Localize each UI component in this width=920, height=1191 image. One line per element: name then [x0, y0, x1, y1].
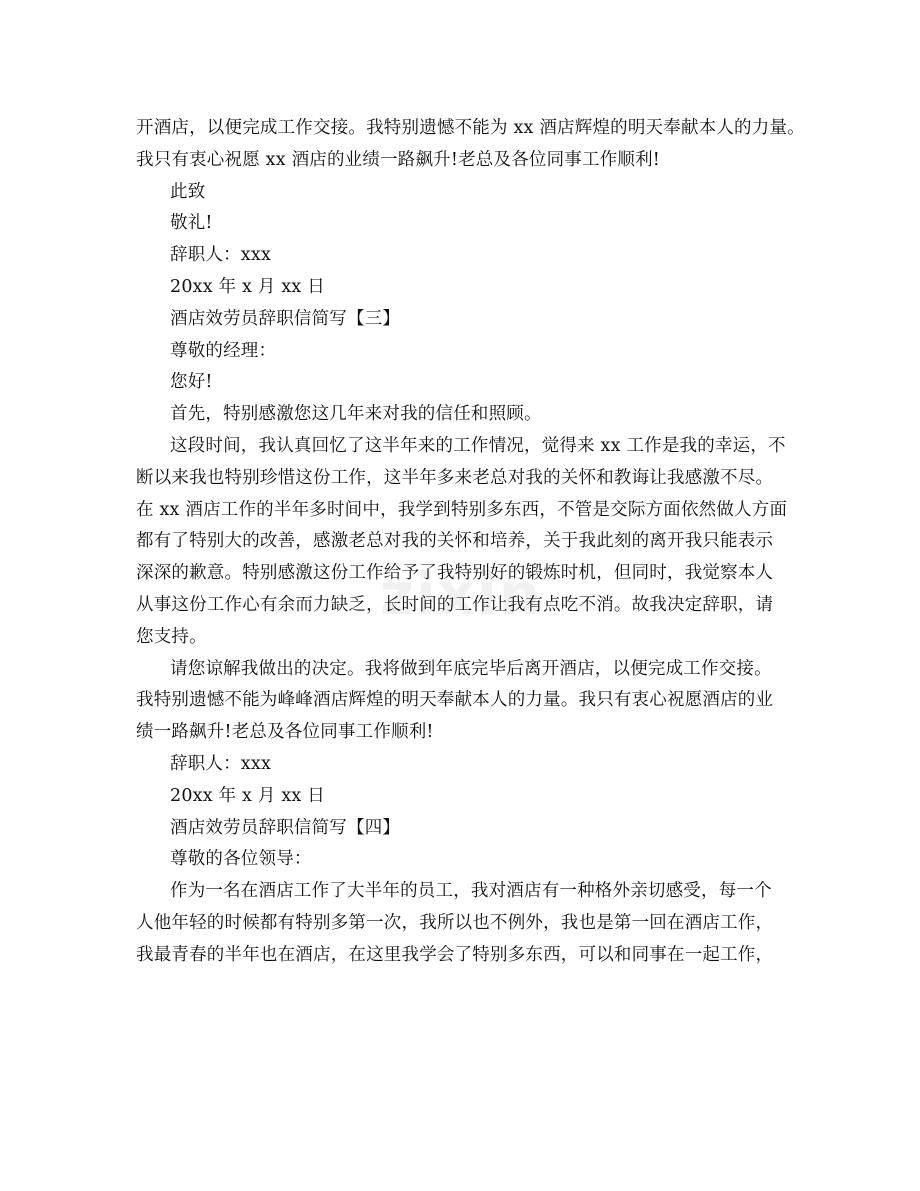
- text-line: 此致: [170, 181, 206, 202]
- text-line: 请您谅解我做出的决定。我将做到年底完毕后离开酒店，以便完成工作交接。: [170, 658, 772, 679]
- text-line: 尊敬的各位领导：: [170, 849, 312, 870]
- text-line: 20xx 年 x 月 xx 日: [170, 785, 325, 806]
- text-line: 我最青春的半年也在酒店，在这里我学会了特别多东西，可以和同事在一起工作，: [136, 944, 774, 965]
- text-line: 敬礼!: [170, 213, 213, 234]
- text-line: 从事这份工作心有余而力缺乏，长时间的工作让我有点吃不消。故我决定辞职，请: [136, 594, 774, 615]
- text-line: 绩一路飙升!老总及各位同事工作顺利!: [136, 722, 434, 743]
- text-line: 断以来我也特别珍惜这份工作，这半年多来老总对我的关怀和教诲让我感激不尽。: [136, 467, 774, 488]
- text-line: 这段时间，我认真回忆了这半年来的工作情况，觉得来 xx 工作是我的幸运，不: [170, 435, 786, 456]
- document-body: [136, 113, 805, 972]
- text-line: 我特别遗憾不能为峰峰酒店辉煌的明天奉献本人的力量。我只有衷心祝愿酒店的业: [136, 690, 774, 711]
- text-line: 在 xx 酒店工作的半年多时间中，我学到特别多东西，不管是交际方面依然做人方面: [136, 499, 788, 520]
- text-line: 酒店效劳员辞职信简写【四】: [170, 817, 401, 838]
- watermark: zixin: [380, 560, 543, 628]
- text-line: 酒店效劳员辞职信简写【三】: [170, 308, 401, 329]
- text-line: 人他年轻的时候都有特别多第一次，我所以也不例外，我也是第一回在酒店工作，: [136, 912, 774, 933]
- text-line: 我只有衷心祝愿 xx 酒店的业绩一路飙升!老总及各位同事工作顺利!: [136, 149, 661, 170]
- text-line: 都有了特别大的改善，感激老总对我的关怀和培养，关于我此刻的离开我只能表示: [136, 531, 774, 552]
- text-line: 尊敬的经理：: [170, 340, 277, 361]
- text-line: 20xx 年 x 月 xx 日: [170, 276, 325, 297]
- text-line: 您支持。: [136, 626, 207, 647]
- text-line: 作为一名在酒店工作了大半年的员工，我对酒店有一种格外亲切感受，每一个: [170, 881, 772, 902]
- text-line: 开酒店，以便完成工作交接。我特别遗憾不能为 xx 酒店辉煌的明天奉献本人的力量。: [136, 118, 805, 138]
- text-line: 辞职人：xxx: [170, 245, 272, 266]
- text-line: 首先，特别感激您这几年来对我的信任和照顾。: [170, 404, 542, 425]
- text-line: 深深的歉意。特别感激这份工作给予了我特别好的锻炼时机，但同时，我觉察本人: [136, 563, 774, 584]
- text-line: 辞职人：xxx: [170, 753, 272, 774]
- text-line: 您好!: [170, 372, 213, 393]
